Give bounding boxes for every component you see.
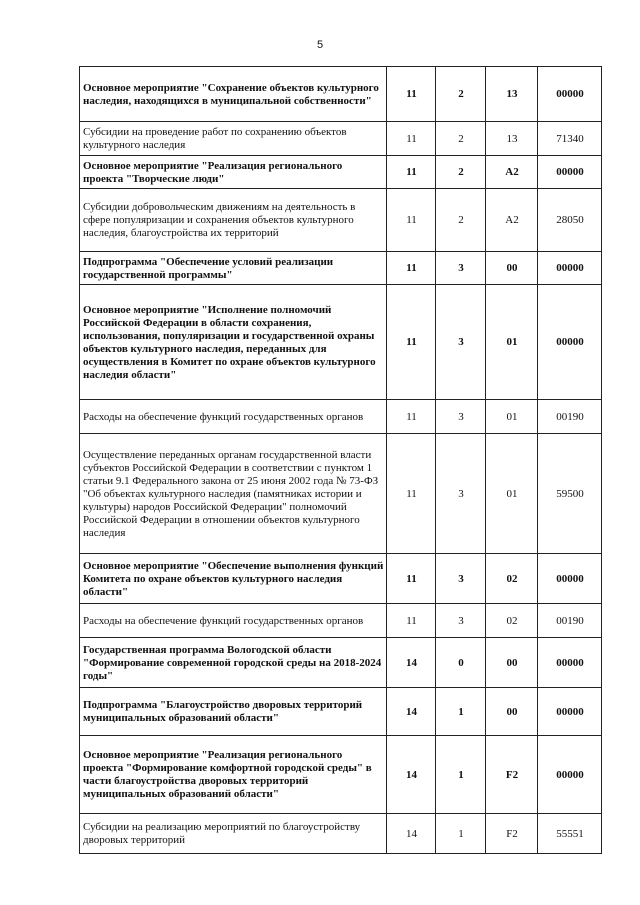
row-name-cell: Расходы на обеспечение функций государственных органов (80, 604, 387, 638)
row-code-2-cell: 1 (436, 688, 486, 736)
table-row (80, 285, 602, 400)
table-row (80, 814, 602, 854)
page-number: 5 (316, 39, 324, 51)
row-code-4-cell: 00190 (538, 400, 602, 434)
row-code-2-cell: 2 (436, 122, 486, 156)
row-code-1-cell: 14 (387, 814, 436, 854)
row-code-1-cell: 11 (387, 400, 436, 434)
row-name-cell: Основное мероприятие "Обеспечение выполнения функций Комитета по охране объектов культурного наследия области" (80, 554, 387, 604)
row-code-4-cell: 28050 (538, 189, 602, 252)
row-code-1-cell: 11 (387, 122, 436, 156)
row-code-1-cell: 11 (387, 67, 436, 122)
row-code-4-cell: 55551 (538, 814, 602, 854)
row-code-3-cell: A2 (486, 156, 538, 189)
table-row (80, 554, 602, 604)
row-name-cell: Субсидии на реализацию мероприятий по благоустройству дворовых территорий (80, 814, 387, 854)
row-code-1-cell: 11 (387, 156, 436, 189)
budget-table-body (80, 67, 602, 854)
row-code-2-cell: 3 (436, 554, 486, 604)
row-code-3-cell: F2 (486, 736, 538, 814)
row-code-2-cell: 0 (436, 638, 486, 688)
row-code-4-cell: 00190 (538, 604, 602, 638)
row-code-4-cell: 00000 (538, 554, 602, 604)
table-row (80, 189, 602, 252)
row-name-cell: Осуществление переданных органам государственной власти субъектов Российской Федерации в соответствии с пунктом 1 статьи 9.1 Федерального закона от 25 июня 2002 года № 73-ФЗ "Об объектах культурного наследия (памятниках истории и культуры) народов Российской Федерации" полномочий Российской Федерации в отношении объектов культурного наследия (80, 434, 387, 554)
row-name-cell: Расходы на обеспечение функций государственных органов (80, 400, 387, 434)
row-code-1-cell: 14 (387, 688, 436, 736)
table-row (80, 122, 602, 156)
table-row (80, 156, 602, 189)
row-code-1-cell: 14 (387, 736, 436, 814)
row-code-4-cell: 00000 (538, 156, 602, 189)
row-code-3-cell: F2 (486, 814, 538, 854)
row-name-cell: Подпрограмма "Обеспечение условий реализации государственной программы" (80, 252, 387, 285)
row-code-4-cell: 00000 (538, 688, 602, 736)
row-code-3-cell: 01 (486, 285, 538, 400)
row-code-1-cell: 11 (387, 434, 436, 554)
row-code-3-cell: 02 (486, 604, 538, 638)
row-code-2-cell: 3 (436, 604, 486, 638)
row-code-4-cell: 59500 (538, 434, 602, 554)
table-row (80, 252, 602, 285)
row-name-cell: Основное мероприятие "Реализация регионального проекта "Формирование комфортной городской среды" в части благоустройства дворовых территорий муниципальных образований области" (80, 736, 387, 814)
table-row (80, 604, 602, 638)
row-code-2-cell: 3 (436, 285, 486, 400)
row-code-4-cell: 00000 (538, 736, 602, 814)
row-code-2-cell: 1 (436, 736, 486, 814)
row-name-cell: Подпрограмма "Благоустройство дворовых территорий муниципальных образований области" (80, 688, 387, 736)
row-code-2-cell: 3 (436, 434, 486, 554)
row-code-1-cell: 11 (387, 252, 436, 285)
row-code-1-cell: 11 (387, 285, 436, 400)
table-row (80, 67, 602, 122)
row-code-1-cell: 11 (387, 604, 436, 638)
row-code-4-cell: 00000 (538, 285, 602, 400)
row-code-3-cell: 00 (486, 688, 538, 736)
row-code-2-cell: 3 (436, 400, 486, 434)
row-code-3-cell: 13 (486, 67, 538, 122)
row-name-cell: Субсидии добровольческим движениям на деятельность в сфере популяризации и сохранения объектов культурного наследия, благоустройства их территорий (80, 189, 387, 252)
row-code-1-cell: 14 (387, 638, 436, 688)
row-code-3-cell: 01 (486, 400, 538, 434)
table-row (80, 400, 602, 434)
row-code-3-cell: A2 (486, 189, 538, 252)
row-code-4-cell: 00000 (538, 252, 602, 285)
row-code-2-cell: 2 (436, 67, 486, 122)
row-code-3-cell: 13 (486, 122, 538, 156)
row-code-2-cell: 1 (436, 814, 486, 854)
row-name-cell: Субсидии на проведение работ по сохранению объектов культурного наследия (80, 122, 387, 156)
row-name-cell: Основное мероприятие "Реализация регионального проекта "Творческие люди" (80, 156, 387, 189)
row-name-cell: Основное мероприятие "Сохранение объектов культурного наследия, находящихся в муниципальной собственности" (80, 67, 387, 122)
row-name-cell: Основное мероприятие "Исполнение полномочий Российской Федерации в области сохранения, использования, популяризации и государственной охраны объектов культурного наследия, переданных для осуществления в Комитет по охране объектов культурного наследия области" (80, 285, 387, 400)
row-code-1-cell: 11 (387, 554, 436, 604)
row-code-4-cell: 71340 (538, 122, 602, 156)
table-row (80, 688, 602, 736)
table-row (80, 434, 602, 554)
row-code-2-cell: 3 (436, 252, 486, 285)
row-code-1-cell: 11 (387, 189, 436, 252)
row-code-2-cell: 2 (436, 189, 486, 252)
row-code-3-cell: 02 (486, 554, 538, 604)
row-code-3-cell: 00 (486, 638, 538, 688)
row-code-2-cell: 2 (436, 156, 486, 189)
row-name-cell: Государственная программа Вологодской области "Формирование современной городской среды на 2018-2024 годы" (80, 638, 387, 688)
row-code-4-cell: 00000 (538, 638, 602, 688)
table-row (80, 638, 602, 688)
budget-table (79, 66, 602, 854)
table-row (80, 736, 602, 814)
row-code-3-cell: 01 (486, 434, 538, 554)
row-code-4-cell: 00000 (538, 67, 602, 122)
row-code-3-cell: 00 (486, 252, 538, 285)
